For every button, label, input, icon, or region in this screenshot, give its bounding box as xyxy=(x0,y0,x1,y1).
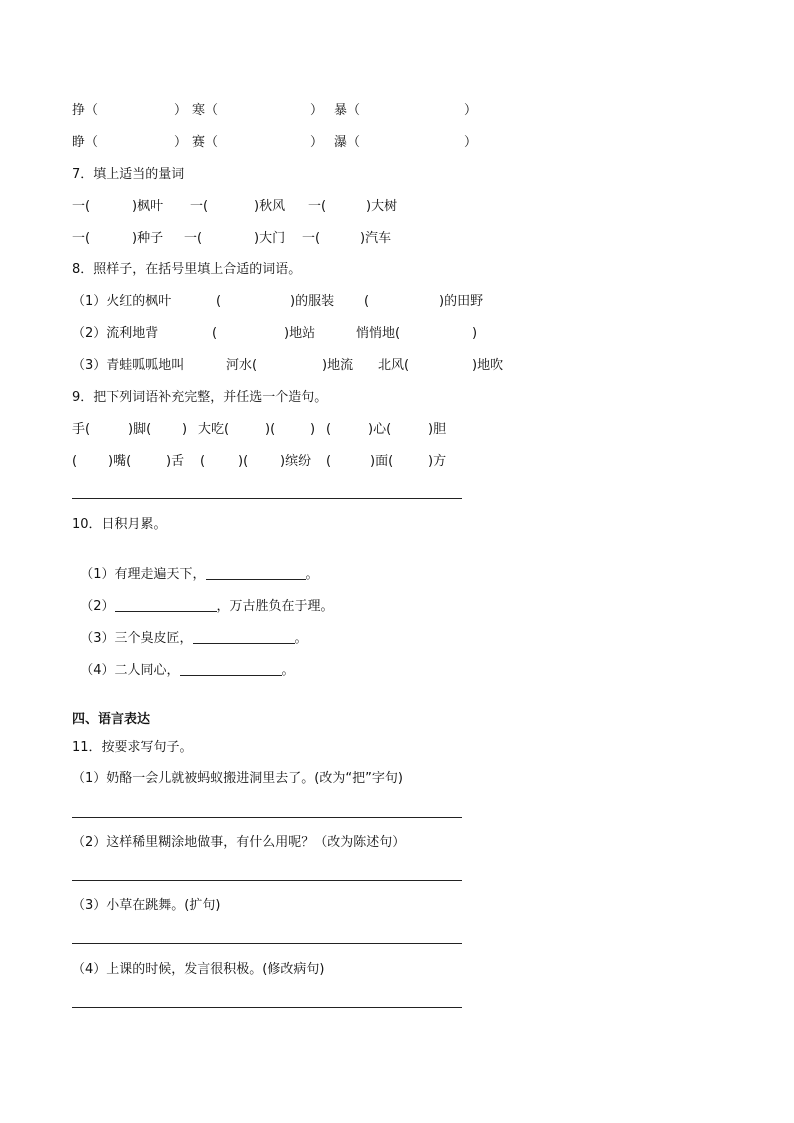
q8-blank-1-open: ( xyxy=(216,294,222,309)
q7-blank-5-close: )大门 xyxy=(254,231,286,246)
q8-row-3 xyxy=(72,357,504,375)
q8-blank-3-close: )地站 xyxy=(284,326,316,341)
q10-item-3-after: 。 xyxy=(294,631,308,646)
q8-blank-3-open: ( xyxy=(212,326,218,341)
q11-title: 11．按要求写句子。 xyxy=(72,740,193,755)
q7-blank-3-open: 一( xyxy=(308,199,327,214)
q11-item-1-answer-line[interactable] xyxy=(72,817,462,818)
q10-item-3-before: （3）三个臭皮匠， xyxy=(80,631,193,646)
q11-item-2-answer-line[interactable] xyxy=(72,880,462,881)
q8-blank-6-close: )地吹 xyxy=(472,358,504,373)
q8-blank-4-close: ) xyxy=(472,326,478,341)
q7-blank-6-close: )汽车 xyxy=(360,231,392,246)
q10-item-3-blank[interactable] xyxy=(193,630,295,644)
q10-item-4-after: 。 xyxy=(281,663,295,678)
q7-blank-6-open: 一( xyxy=(302,231,321,246)
q9-idiom-1-a: 手( xyxy=(72,422,91,437)
q10-item-1-after: 。 xyxy=(305,567,319,582)
q9-title: 9．把下列词语补充完整，并任选一个造句。 xyxy=(72,390,328,405)
q10-item-1 xyxy=(72,548,319,582)
q8-blank-5-open: 河水( xyxy=(226,358,258,373)
q9-idiom-1-c: ) xyxy=(182,422,188,437)
q8-row-2 xyxy=(72,325,478,343)
q7-blank-1-close: )枫叶 xyxy=(132,199,164,214)
q9-idiom-5-c: )缤纷 xyxy=(280,454,312,469)
q7-row-2 xyxy=(72,230,392,248)
q7-title: 7．填上适当的量词 xyxy=(72,167,185,182)
q7-blank-2-open: 一( xyxy=(190,199,209,214)
q6-char-5-open: 赛（ xyxy=(192,135,219,150)
q8-example-3: （3）青蛙呱呱地叫 xyxy=(72,358,185,373)
q6-char-6-close: ） xyxy=(464,135,478,150)
q8-blank-2-open: ( xyxy=(364,294,370,309)
q8-example-2: （2）流利地背 xyxy=(72,326,159,341)
q9-idiom-3-c: )胆 xyxy=(428,422,447,437)
q6-char-1-open: 挣（ xyxy=(72,103,99,118)
q7-row-1 xyxy=(72,198,398,216)
q10-title: 10．日积月累。 xyxy=(72,517,167,532)
q8-example-1: （1）火红的枫叶 xyxy=(72,294,172,309)
q6-char-5-close: ） xyxy=(310,135,324,150)
q6-char-3-close: ） xyxy=(464,103,478,118)
q9-idiom-5-a: ( xyxy=(200,454,206,469)
q9-idiom-3-a: ( xyxy=(326,422,332,437)
q10-item-4 xyxy=(72,644,295,678)
q7-blank-4-open: 一( xyxy=(72,231,91,246)
q7-blank-2-close: )秋风 xyxy=(254,199,286,214)
q9-idiom-2-b: )( xyxy=(265,422,276,437)
q10-item-2-after: ，万古胜负在于理。 xyxy=(216,599,334,614)
q9-idiom-2-c: ) xyxy=(310,422,316,437)
q9-idiom-4-c: )舌 xyxy=(166,454,185,469)
q9-idiom-4-b: )嘴( xyxy=(108,454,132,469)
q8-blank-4-open: 悄悄地( xyxy=(356,326,401,341)
q8-title: 8．照样子，在括号里填上合适的词语。 xyxy=(72,262,302,277)
q10-item-2 xyxy=(72,580,334,614)
q9-idiom-6-a: ( xyxy=(326,454,332,469)
q10-item-4-before: （4）二人同心， xyxy=(80,663,180,678)
q8-blank-5-close: )地流 xyxy=(322,358,354,373)
q11-item-3: （3）小草在跳舞。(扩句) xyxy=(72,898,221,913)
q7-blank-4-close: )种子 xyxy=(132,231,164,246)
q11-item-4-answer-line[interactable] xyxy=(72,1007,462,1008)
q6-char-3-open: 暴（ xyxy=(334,103,361,118)
q9-idiom-6-c: )方 xyxy=(428,454,447,469)
q10-item-2-before: （2） xyxy=(80,599,115,614)
q6-char-6-open: 瀑（ xyxy=(334,135,361,150)
q7-blank-3-close: )大树 xyxy=(366,199,398,214)
q9-idiom-2-a: 大吃( xyxy=(198,422,230,437)
section-4-heading: 四、语言表达 xyxy=(72,712,151,727)
q11-item-2: （2）这样稀里糊涂地做事，有什么用呢？（改为陈述句） xyxy=(72,835,406,850)
q6-char-2-open: 寒（ xyxy=(192,103,219,118)
q10-item-1-before: （1）有理走遍天下， xyxy=(80,567,206,582)
q6-row-2 xyxy=(72,134,478,152)
q8-blank-2-close: )的田野 xyxy=(439,294,484,309)
q11-item-3-answer-line[interactable] xyxy=(72,943,462,944)
q9-idiom-1-b: )脚( xyxy=(128,422,152,437)
q7-blank-5-open: 一( xyxy=(184,231,203,246)
q9-idiom-6-b: )面( xyxy=(370,454,394,469)
q6-char-2-close: ） xyxy=(310,103,324,118)
q6-char-4-close: ） xyxy=(174,135,188,150)
q6-char-4-open: 睁（ xyxy=(72,135,99,150)
q6-char-1-close: ） xyxy=(174,103,188,118)
q9-idiom-4-a: ( xyxy=(72,454,78,469)
q9-idiom-5-b: )( xyxy=(238,454,249,469)
q10-item-1-blank[interactable] xyxy=(206,566,306,580)
q11-item-4: （4）上课的时候，发言很积极。(修改病句) xyxy=(72,962,325,977)
q10-item-3 xyxy=(72,612,308,646)
q8-blank-6-open: 北风( xyxy=(378,358,410,373)
q7-blank-1-open: 一( xyxy=(72,199,91,214)
q10-item-2-blank[interactable] xyxy=(115,598,217,612)
q9-answer-line[interactable] xyxy=(72,498,462,499)
q11-item-1: （1）奶酪一会儿就被蚂蚁搬进洞里去了。(改为“把”字句) xyxy=(72,771,403,786)
q9-row-1 xyxy=(72,421,447,439)
q6-row-1 xyxy=(72,102,478,120)
q9-idiom-3-b: )心( xyxy=(368,422,392,437)
q8-row-1 xyxy=(72,293,484,311)
q9-row-2 xyxy=(72,453,447,471)
q10-item-4-blank[interactable] xyxy=(180,662,282,676)
q8-blank-1-close: )的服装 xyxy=(290,294,335,309)
